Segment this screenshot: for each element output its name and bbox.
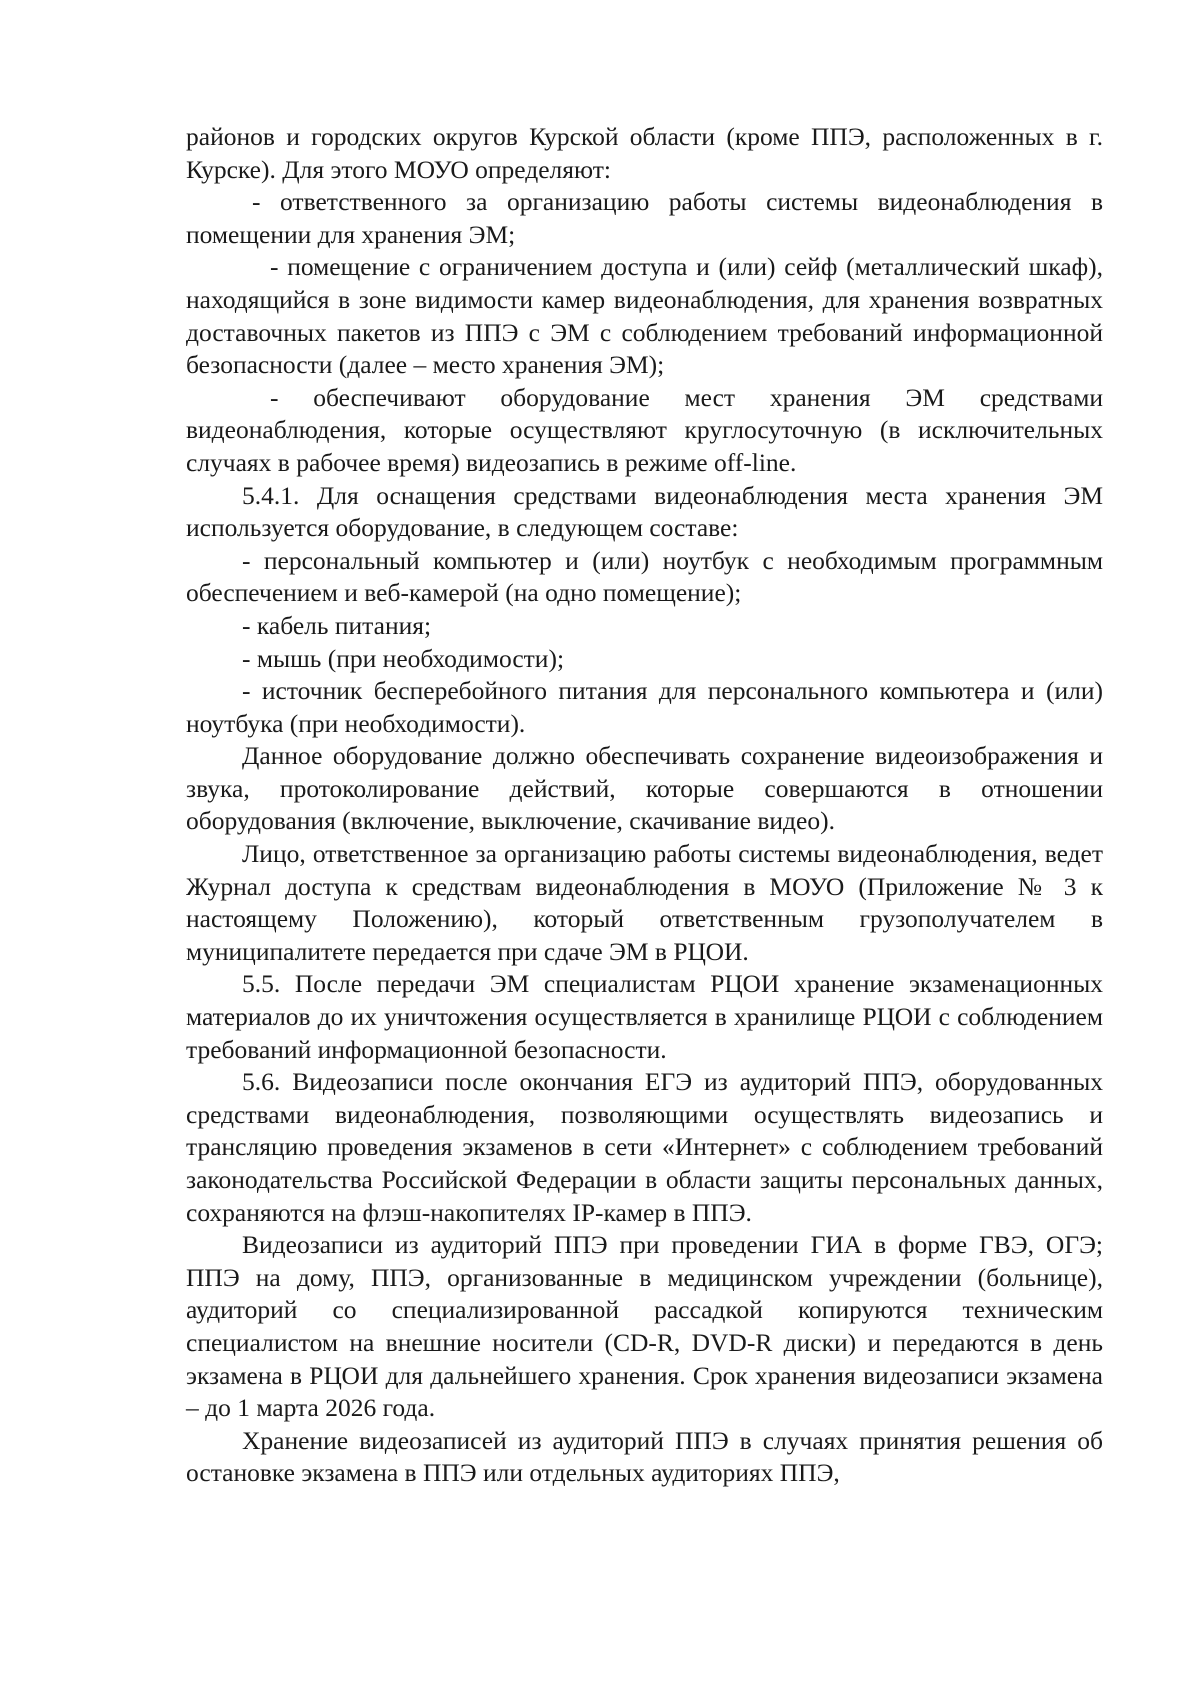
paragraph-storage-stop-exam: Хранение видеозаписей из аудиторий ППЭ в случаях принятия решения об остановке экзамена в ППЭ или отдельных аудиториях ППЭ,: [186, 1425, 1103, 1488]
paragraph-5-5: 5.5. После передачи ЭМ специалистам РЦОИ хранение экзаменационных материалов до их уничтожения осуществляется в хранилище РЦОИ с соблюдением требований информационной безопасности.: [186, 969, 1103, 1064]
paragraph-list-item-computer: - персональный компьютер и (или) ноутбук с необходимым программным обеспечением и веб-камерой (на одно помещение);: [186, 545, 1103, 608]
paragraph-list-item-equipment: - обеспечивают оборудование мест хранения ЭМ средствами видеонаблюдения, которые осуществляют круглосуточную (в исключительных случаях в рабочее время) видеозапись в режиме off-line.: [186, 382, 1103, 477]
paragraph-5-6: 5.6. Видеозаписи после окончания ЕГЭ из аудиторий ППЭ, оборудованных средствами видеонаблюдения, позволяющими осуществлять видеозапись и трансляцию проведения экзаменов в сети «Интернет» с соблюдением требований законодательства Российской Федерации в области защиты персональных данных, сохраняются на флэш-накопителях IP-камер в ППЭ.: [186, 1067, 1103, 1227]
paragraph-continuation: районов и городских округов Курской области (кроме ППЭ, расположенных в г. Курске). Для этого МОУО определяют:: [186, 122, 1103, 184]
document-body: [186, 121, 1103, 1490]
paragraph-list-item-ups: - источник бесперебойного питания для персонального компьютера и (или) ноутбука (при необходимости).: [186, 676, 1103, 738]
paragraph-5-4-1: 5.4.1. Для оснащения средствами видеонаблюдения места хранения ЭМ используется оборудование, в следующем составе:: [186, 480, 1103, 543]
paragraph-equipment-requirements: Данное оборудование должно обеспечивать сохранение видеоизображения и звука, протоколирование действий, которые совершаются в отношении оборудования (включение, выключение, скачивание видео).: [186, 741, 1103, 836]
paragraph-list-item-cable: - кабель питания;: [242, 610, 432, 640]
paragraph-video-recordings: Видеозаписи из аудиторий ППЭ при проведении ГИА в форме ГВЭ, ОГЭ; ППЭ на дому, ППЭ, организованные в медицинском учреждении (больнице), аудиторий со специализированной рассадкой копируются техническим специалистом на внешние носители (CD-R, DVD-R диски) и передаются в день экзамена в РЦОИ для дальнейшего хранения. Срок хранения видеозаписи экзамена – до 1 марта 2026 года.: [186, 1230, 1103, 1423]
paragraph-list-item-room: - помещение с ограничением доступа и (или) сейф (металлический шкаф), находящийся в зоне видимости камер видеонаблюдения, для хранения возвратных доставочных пакетов из ППЭ с ЭМ с соблюдением требований информационной безопасности (далее – место хранения ЭМ);: [186, 252, 1103, 380]
paragraph-list-item-responsible: - ответственного за организацию работы системы видеонаблюдения в помещении для хранения ЭМ;: [186, 187, 1103, 249]
paragraph-list-item-mouse: - мышь (при необходимости);: [242, 643, 565, 673]
paragraph-responsible-person: Лицо, ответственное за организацию работы системы видеонаблюдения, ведет Журнал доступа к средствам видеонаблюдения в МОУО (Приложение № 3 к настоящему Положению), который ответственным грузополучателем в муниципалитете передается при сдаче ЭМ в РЦОИ.: [186, 839, 1103, 966]
